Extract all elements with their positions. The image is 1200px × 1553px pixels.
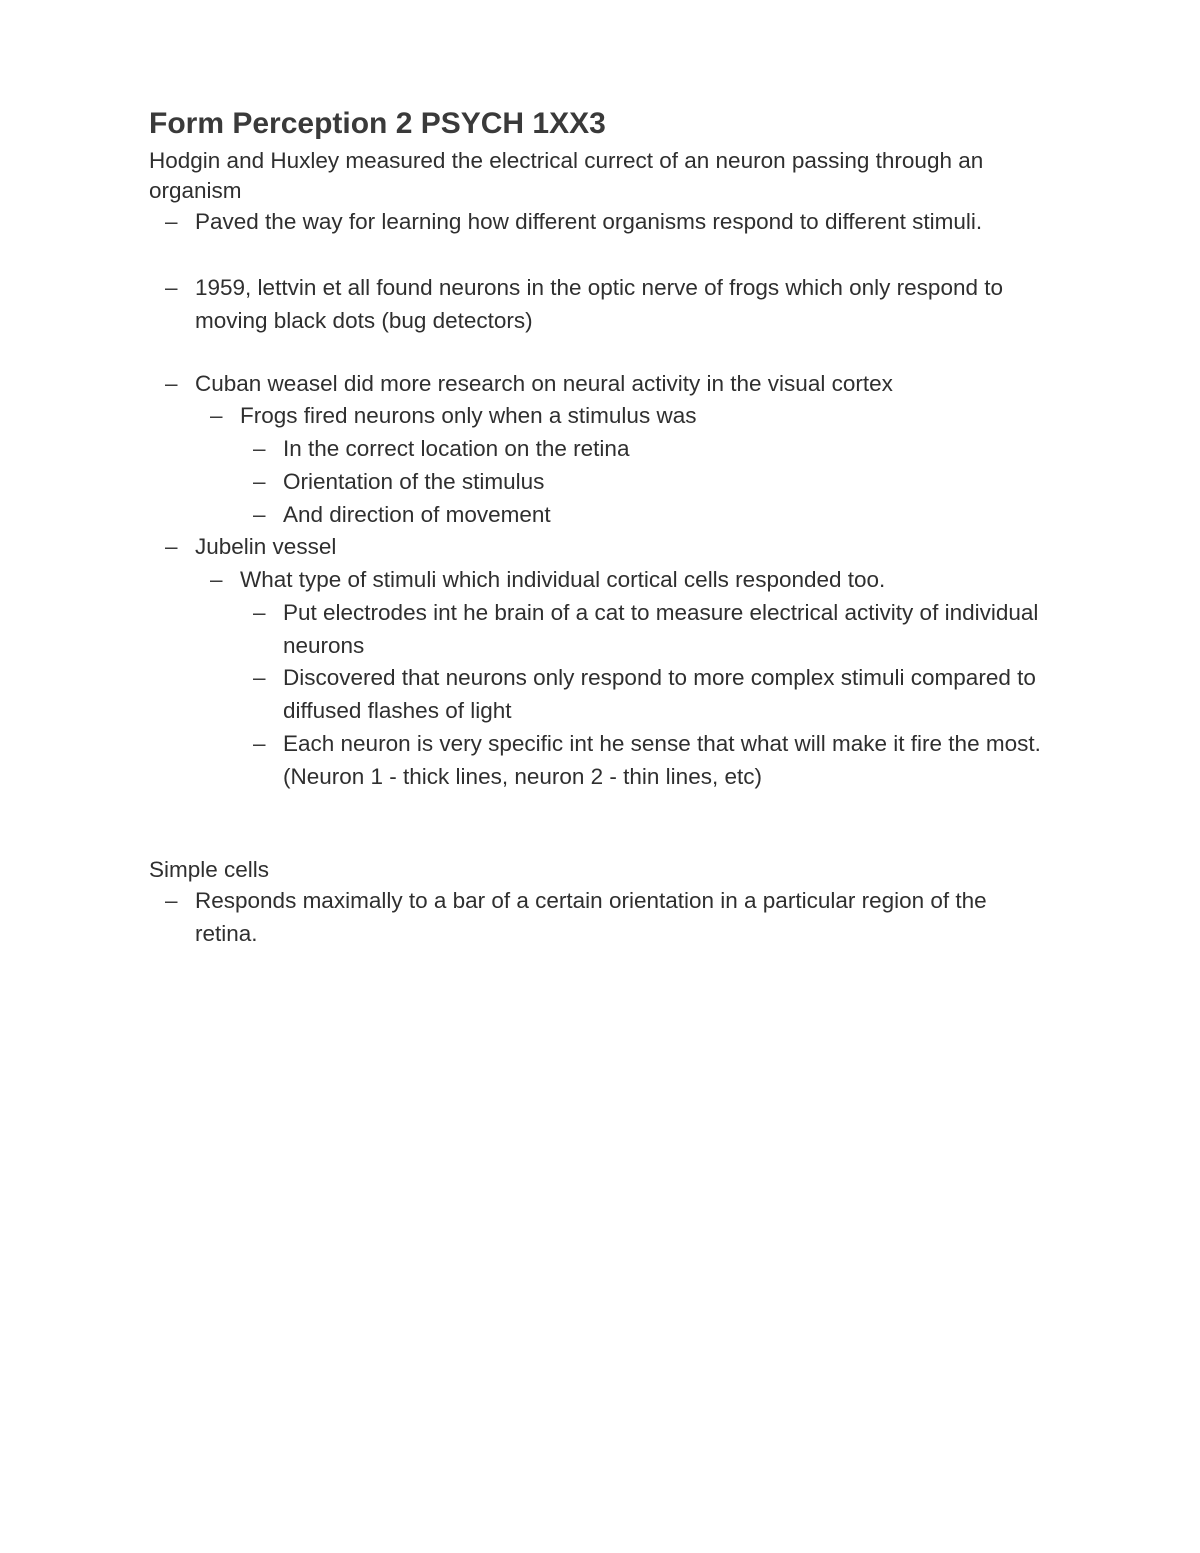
dash-bullet: –	[210, 403, 223, 428]
bullet-text: 1959, lettvin et all found neurons in the optic nerve of frogs which only respond to moving black dots (bug detectors)	[195, 275, 1004, 333]
dash-bullet: –	[253, 665, 266, 690]
bullet-item	[253, 662, 1043, 727]
bullet-item	[165, 368, 1055, 401]
bullet-item	[253, 597, 1043, 662]
dash-bullet: –	[165, 275, 178, 300]
document-title: Form Perception 2 PSYCH 1XX3	[149, 107, 606, 140]
dash-bullet: –	[165, 371, 178, 396]
bullet-item	[165, 531, 1055, 564]
bullet-item	[210, 400, 1040, 433]
intro-paragraph: Hodgin and Huxley measured the electrical currect of an neuron passing through an organism	[149, 148, 984, 203]
bullet-item	[210, 564, 1040, 597]
bullet-text: And direction of movement	[283, 502, 551, 527]
dash-bullet: –	[210, 567, 223, 592]
dash-bullet: –	[165, 534, 178, 559]
dash-bullet: –	[165, 888, 178, 913]
bullet-item	[253, 466, 1043, 499]
bullet-item	[253, 499, 1043, 532]
section-heading-simple-cells: Simple cells	[149, 857, 270, 882]
bullet-text: Frogs fired neurons only when a stimulus was	[240, 403, 697, 428]
dash-bullet: –	[253, 436, 266, 461]
dash-bullet: –	[253, 731, 266, 756]
dash-bullet: –	[165, 209, 178, 234]
bullet-item	[165, 206, 1055, 239]
bullet-text: Each neuron is very specific int he sense that what will make it fire the most. (Neuron 1 - thick lines, neuron 2 - thin lines, etc)	[283, 731, 1041, 789]
dash-bullet: –	[253, 502, 266, 527]
bullet-item	[165, 272, 1055, 337]
bullet-text: Orientation of the stimulus	[283, 469, 545, 494]
bullet-text: Jubelin vessel	[195, 534, 337, 559]
dash-bullet: –	[253, 600, 266, 625]
bullet-text: Responds maximally to a bar of a certain orientation in a particular region of the retina.	[195, 888, 987, 946]
bullet-item	[253, 728, 1043, 793]
bullet-text: Put electrodes int he brain of a cat to measure electrical activity of individual neurons	[283, 600, 1039, 658]
bullet-item	[253, 433, 1043, 466]
bullet-text: Discovered that neurons only respond to more complex stimuli compared to diffused flashes of light	[283, 665, 1036, 723]
bullet-text: Paved the way for learning how different organisms respond to different stimuli.	[195, 209, 983, 234]
bullet-text: What type of stimuli which individual cortical cells responded too.	[240, 567, 886, 592]
bullet-text: Cuban weasel did more research on neural activity in the visual cortex	[195, 371, 893, 396]
dash-bullet: –	[253, 469, 266, 494]
bullet-text: In the correct location on the retina	[283, 436, 630, 461]
bullet-item	[165, 885, 1055, 950]
